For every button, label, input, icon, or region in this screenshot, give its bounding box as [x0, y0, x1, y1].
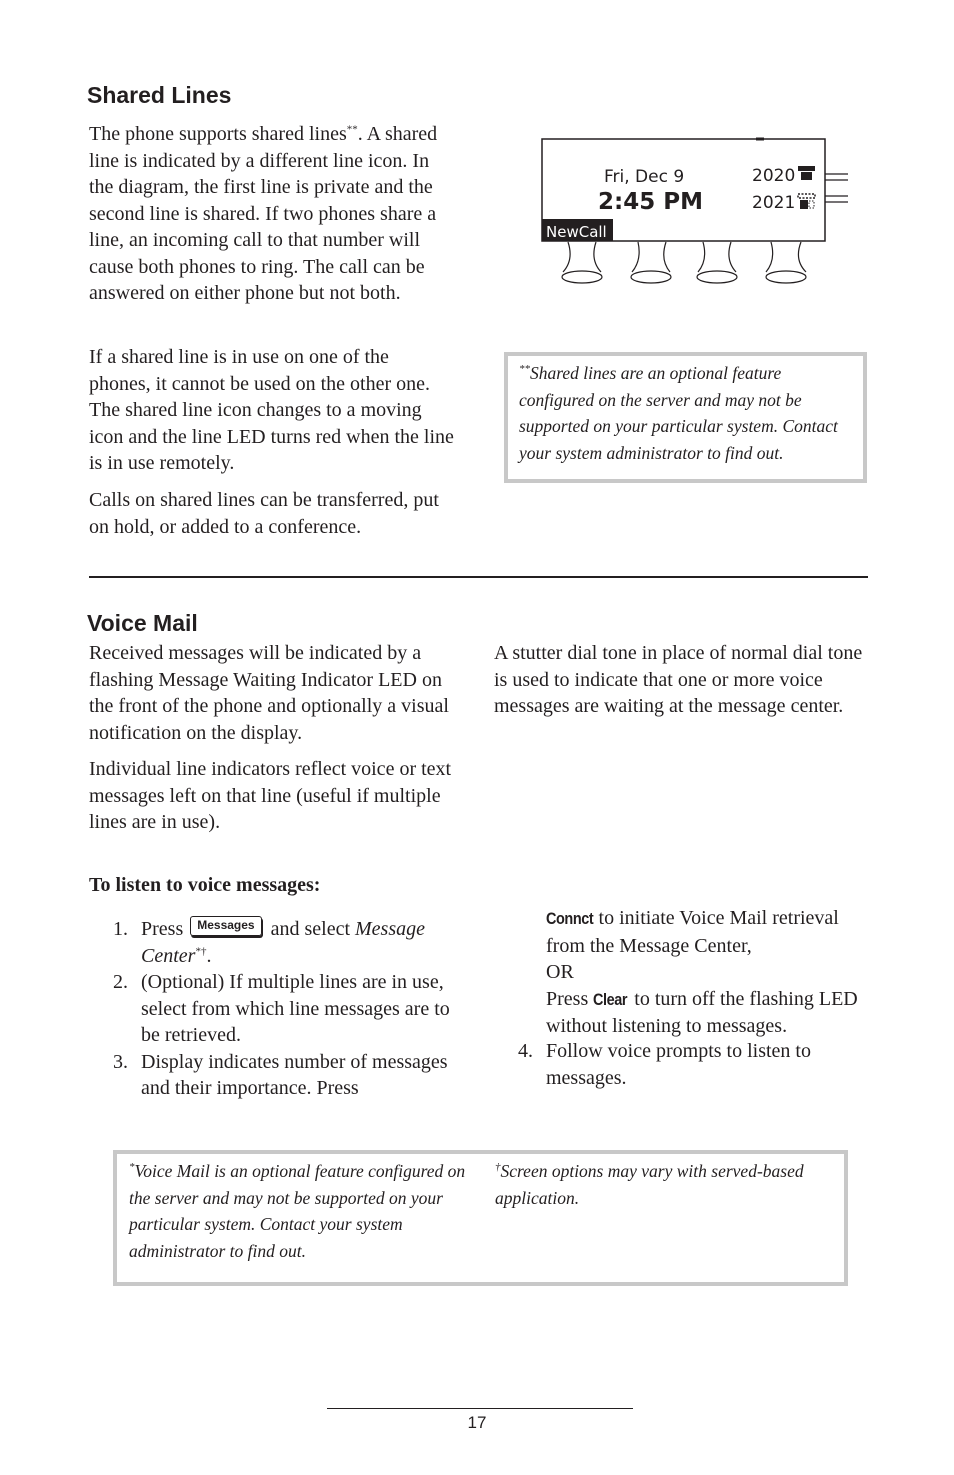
footnote-marker: *† [195, 944, 207, 957]
step-1-text: Press [141, 918, 184, 940]
footnote-marker: ** [519, 363, 530, 376]
softkey-buttons [562, 242, 806, 283]
voice-mail-footnote-box [113, 1150, 848, 1286]
step-2-text: (Optional) If multiple lines are in use, select from which line messages are to be retrieved. [141, 971, 450, 1046]
shared-lines-paragraph-2: If a shared line is in use on one of the phones, it cannot be used on the other one. The shared line icon changes to a moving icon and the line LED turns red when the line is in use remotely. [89, 346, 454, 474]
step-number: 4. [518, 1040, 533, 1062]
step-3-continuation [546, 905, 866, 1040]
footnote-marker: * [129, 1161, 135, 1174]
shared-p1-text-cont: . A shared line is indicated by a different line icon. In the diagram, the first line is private and the second line is shared. If two phones share a line, an incoming call to that number will cause both phones to ring. The call can be answered on either phone but not both. [89, 123, 438, 304]
press-text: Press [546, 987, 589, 1010]
shared-lines-paragraph-3: Calls on shared lines can be transferred, put on hold, or added to a conference. [89, 489, 439, 538]
section-heading-shared-lines: Shared Lines [87, 82, 232, 108]
footer-rule [327, 1408, 633, 1409]
display-time: 2:45 PM [598, 189, 703, 215]
step-1-text-cont: and select [270, 918, 351, 940]
step-3 [89, 1049, 465, 1102]
voice-mail-paragraph-1: Received messages will be indicated by a flashing Message Waiting Indicator LED on the front of the phone and optionally a visual notification on the display. [89, 642, 449, 744]
clear-description: to turn off the flashing LED without listening to messages. [546, 987, 858, 1037]
step-number: 2. [113, 971, 128, 993]
phone-display-diagram [538, 130, 858, 290]
voice-mail-paragraph-2: Individual line indicators reflect voice or text messages left on that line (useful if multiple lines are in use). [89, 758, 452, 833]
voice-mail-footnote-2 [495, 1158, 805, 1211]
step-2 [89, 969, 465, 1049]
step-3-text: Display indicates number of messages and their importance. Press [141, 1050, 448, 1099]
shared-lines-footnote-text: Shared lines are an optional feature configured on the server and may not be supported on your particular system. Contact your system administrator to find out. [519, 363, 838, 463]
shared-lines-footnote-box [504, 352, 867, 483]
connct-softkey-label: Connct [546, 909, 594, 928]
voice-mail-footnote-1 [129, 1158, 469, 1264]
message-center-option: Message Center [141, 918, 425, 967]
listen-steps-column-2 [494, 1038, 866, 1091]
line-2-number: 2021 [752, 193, 796, 213]
voice-mail-paragraph-3: A stutter dial tone in place of normal dial tone is used to indicate that one or more voice messages are waiting at the message center. [494, 642, 863, 717]
listen-steps-column-1 [89, 916, 465, 1102]
clear-softkey-label: Clear [593, 989, 628, 1009]
or-text: OR [546, 961, 574, 983]
listen-procedure-heading: To listen to voice messages: [89, 874, 321, 896]
step-1-period: . [206, 944, 212, 967]
step-4-text: Follow voice prompts to listen to messages. [546, 1040, 811, 1089]
step-1 [89, 916, 465, 969]
page-number: 17 [467, 1413, 487, 1432]
shared-lines-paragraph-1 [89, 121, 454, 307]
connct-description: to initiate Voice Mail retrieval from the Message Center, [546, 907, 839, 957]
step-4 [494, 1038, 866, 1091]
voice-mail-footnote-2-text: Screen options may vary with served-based application. [495, 1161, 804, 1208]
line-1-number: 2020 [752, 166, 796, 186]
footnote-marker: † [495, 1161, 501, 1174]
display-date: Fri, Dec 9 [604, 167, 685, 187]
section-divider [89, 576, 868, 578]
step-number: 3. [113, 1050, 128, 1073]
messages-key-icon: Messages [190, 916, 261, 936]
section-heading-voice-mail: Voice Mail [87, 610, 198, 636]
shared-p1-text: The phone supports shared lines [89, 123, 347, 145]
step-number: 1. [113, 918, 128, 940]
footnote-marker: ** [346, 123, 358, 136]
softkey-newcall-label: NewCall [546, 223, 607, 241]
voice-mail-footnote-1-text: Voice Mail is an optional feature configured on the server and may not be supported on your particular system. Contact your system administrator to find out. [129, 1161, 466, 1261]
